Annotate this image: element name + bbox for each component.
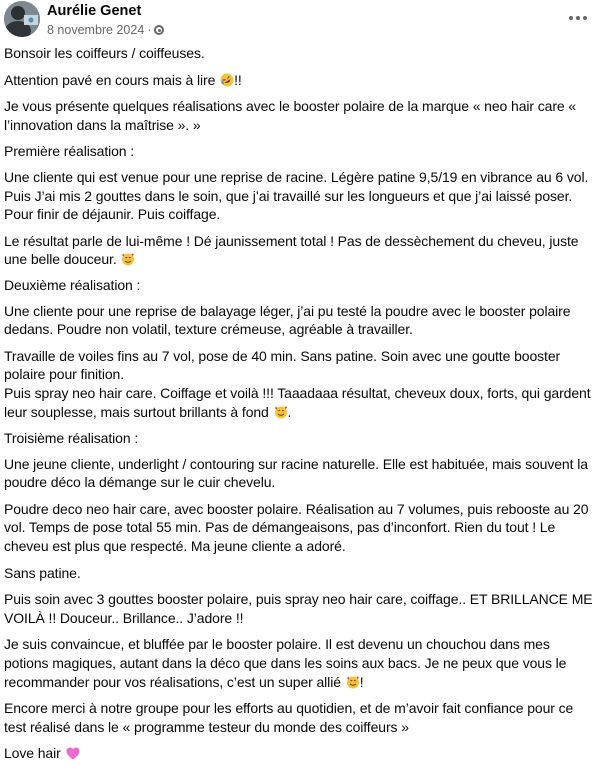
- paragraph-heading: Deuxième réalisation :: [4, 276, 141, 293]
- post-date[interactable]: 8 novembre 2024: [47, 23, 145, 37]
- post-header: [0, 0, 600, 40]
- globe-icon: [154, 25, 164, 35]
- meta-separator: ·: [147, 23, 152, 37]
- paragraph: Je vous présente quelques réalisations avec le booster polaire de la marque « neo hair care « l’innovation dans la maîtrise ». »: [4, 98, 577, 133]
- author-name[interactable]: Aurélie Genet: [47, 3, 142, 19]
- paragraph: Sans patine.: [4, 564, 81, 581]
- more-options-button[interactable]: [564, 8, 592, 28]
- paragraph: Une jeune cliente, underlight / contouring sur racine naturelle. Elle est habituée, mais souvent la poudre déco la démange sur le cuir chevelu.: [4, 455, 588, 491]
- paragraph-heading: Troisième réalisation :: [4, 430, 139, 447]
- paragraph: Love hair: [4, 744, 594, 763]
- pink-heart-emoji: [66, 747, 80, 760]
- paragraph: Poudre deco neo hair care, avec booster polaire. Réalisation au 7 volumes, puis rebooste au 20 vol. Temps de pose total 55 min. Pas de démangeaisons, pas d’inconfort. Rien du tout ! Le cheveu est plus que respecté. Ma jeune cliente a adoré.: [4, 500, 589, 555]
- post-text: [4, 44, 594, 771]
- paragraph: Je suis convaincue, et bluffée par le booster polaire. Il est devenu un chouchou dans mes potions magiques, autant dans la déco que dans les soins aux bacs. Je ne peux que vous le recommander pour vos réalisations, c’est un super allié !: [4, 636, 567, 690]
- paragraph: Attention pavé en cours mais à lire !!: [4, 71, 242, 88]
- rolling-on-floor-laughing-emoji: [220, 73, 234, 87]
- paragraph: Travaille de voiles fins au 7 vol, pose de 40 min. Sans patine. Soin avec une goutte booster polaire pour finition. Puis spray neo hair care. Coiffage et voilà !!! Taaadaaa résultat, cheveux doux, forts, qui gardent leur souplesse, mais surtout brillants à fond .: [4, 347, 591, 420]
- avatar-image: [4, 1, 40, 37]
- smiling-face-with-hearts-emoji: [121, 252, 135, 266]
- author-avatar[interactable]: [4, 1, 40, 37]
- paragraph: Une cliente qui est venue pour une reprise de racine. Légère patine 9,5/19 en vibrance au 6 vol. Puis J’ai mis 2 gouttes dans le soin, que j’ai travaillé sur les longueurs et que j’ai laissé poser. Pour finir de déjaunir. Puis coiffage.: [4, 168, 589, 223]
- paragraph: Encore merci à notre groupe pour les efforts au quotidien, et de m’avoir fait confiance pour ce test réalisé dans le « programme testeur du monde des coiffeurs »: [4, 700, 574, 735]
- paragraph: Le résultat parle de lui-même ! Dé jaunissement total ! Pas de dessèchement du cheveu, juste une belle douceur.: [4, 232, 579, 268]
- more-horizontal-icon: [569, 16, 573, 20]
- post-meta: [47, 23, 164, 37]
- smiling-face-with-hearts-emoji: [274, 405, 288, 419]
- paragraph: Une cliente pour une reprise de balayage léger, j’ai pu testé la poudre avec le booster polaire dedans. Poudre non volatil, texture crémeuse, agréable à travailler.: [4, 302, 571, 338]
- paragraph-heading: Première réalisation :: [4, 143, 135, 160]
- paragraph: Bonsoir les coiffeurs / coiffeuses.: [4, 45, 205, 61]
- smiling-face-with-hearts-emoji: [346, 675, 360, 689]
- paragraph: Puis soin avec 3 gouttes booster polaire, puis spray neo hair care, coiffage.. ET BRILLANCE ME VOILÀ !! Douceur.. Brillance.. J’adore !!: [4, 591, 593, 626]
